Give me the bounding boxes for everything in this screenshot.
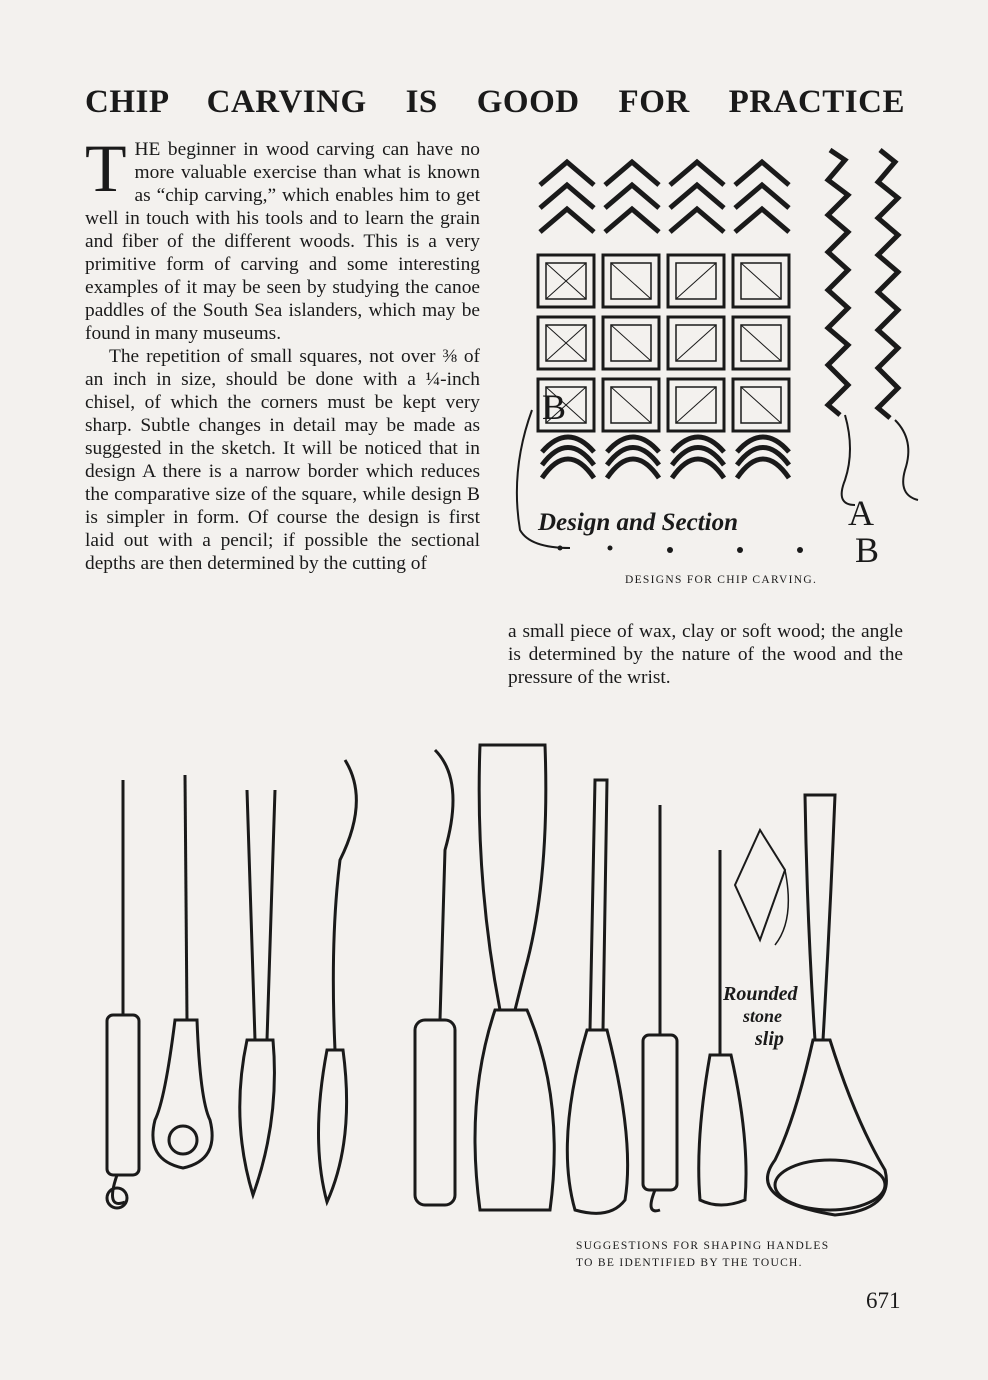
figure-2-caption-line-2: TO BE IDENTIFIED BY THE TOUCH. (576, 1257, 803, 1269)
text-column-right (508, 620, 903, 689)
carving-tools-illustration (95, 740, 895, 1230)
page-title: CHIP CARVING IS GOOD FOR PRACTICE (85, 84, 905, 120)
figure-1-caption: DESIGNS FOR CHIP CARVING. (625, 574, 818, 586)
paragraph-1-text: HE beginner in wood carving can have no more valuable exercise than what is known as “chip carving,” which enables him to get well in touch with his tools and to learn the grain and fiber of the different woods. This is a very primitive form of carving and some interesting examples of it may be seen by studying the canoe paddles of the South Sea islanders, which may be found in many museums. (85, 139, 480, 344)
tool-label-line-3: slip (755, 1028, 784, 1050)
figure-label-a: A (848, 493, 874, 533)
paragraph-1 (85, 130, 480, 345)
figure-hand-lettering: Design and Section (538, 509, 739, 536)
paragraph-2: The repetition of small squares, not over ⅜ of an inch in size, should be done with a ¼-inch chisel, of which the corners must be kept very sharp. Subtle changes in detail may be made as suggested in the sketch. It will be noticed that in design A there is a narrow border which reduces the comparative size of the square, while design B is simpler in form. Of course the design is first laid out with a pencil; if possible the sectional depths are then determined by the cutting of (85, 346, 480, 574)
figure-label-b-box: B (542, 387, 567, 427)
figure-label-b: B (855, 530, 880, 565)
tool-label-line-2: stone (743, 1006, 783, 1026)
drop-cap: T (85, 130, 127, 206)
paragraph-2-continued: a small piece of wax, clay or soft wood; the angle is determined by the nature of the wood and the pressure of the wrist. (508, 621, 903, 688)
text-column-left (85, 130, 480, 575)
chip-carving-design-illustration (510, 140, 930, 565)
figure-2-caption-line-1: SUGGESTIONS FOR SHAPING HANDLES (576, 1240, 830, 1252)
tool-label-line-1: Rounded (723, 983, 798, 1005)
figure-2-caption (576, 1238, 829, 1272)
page-number: 671 (866, 1288, 901, 1313)
